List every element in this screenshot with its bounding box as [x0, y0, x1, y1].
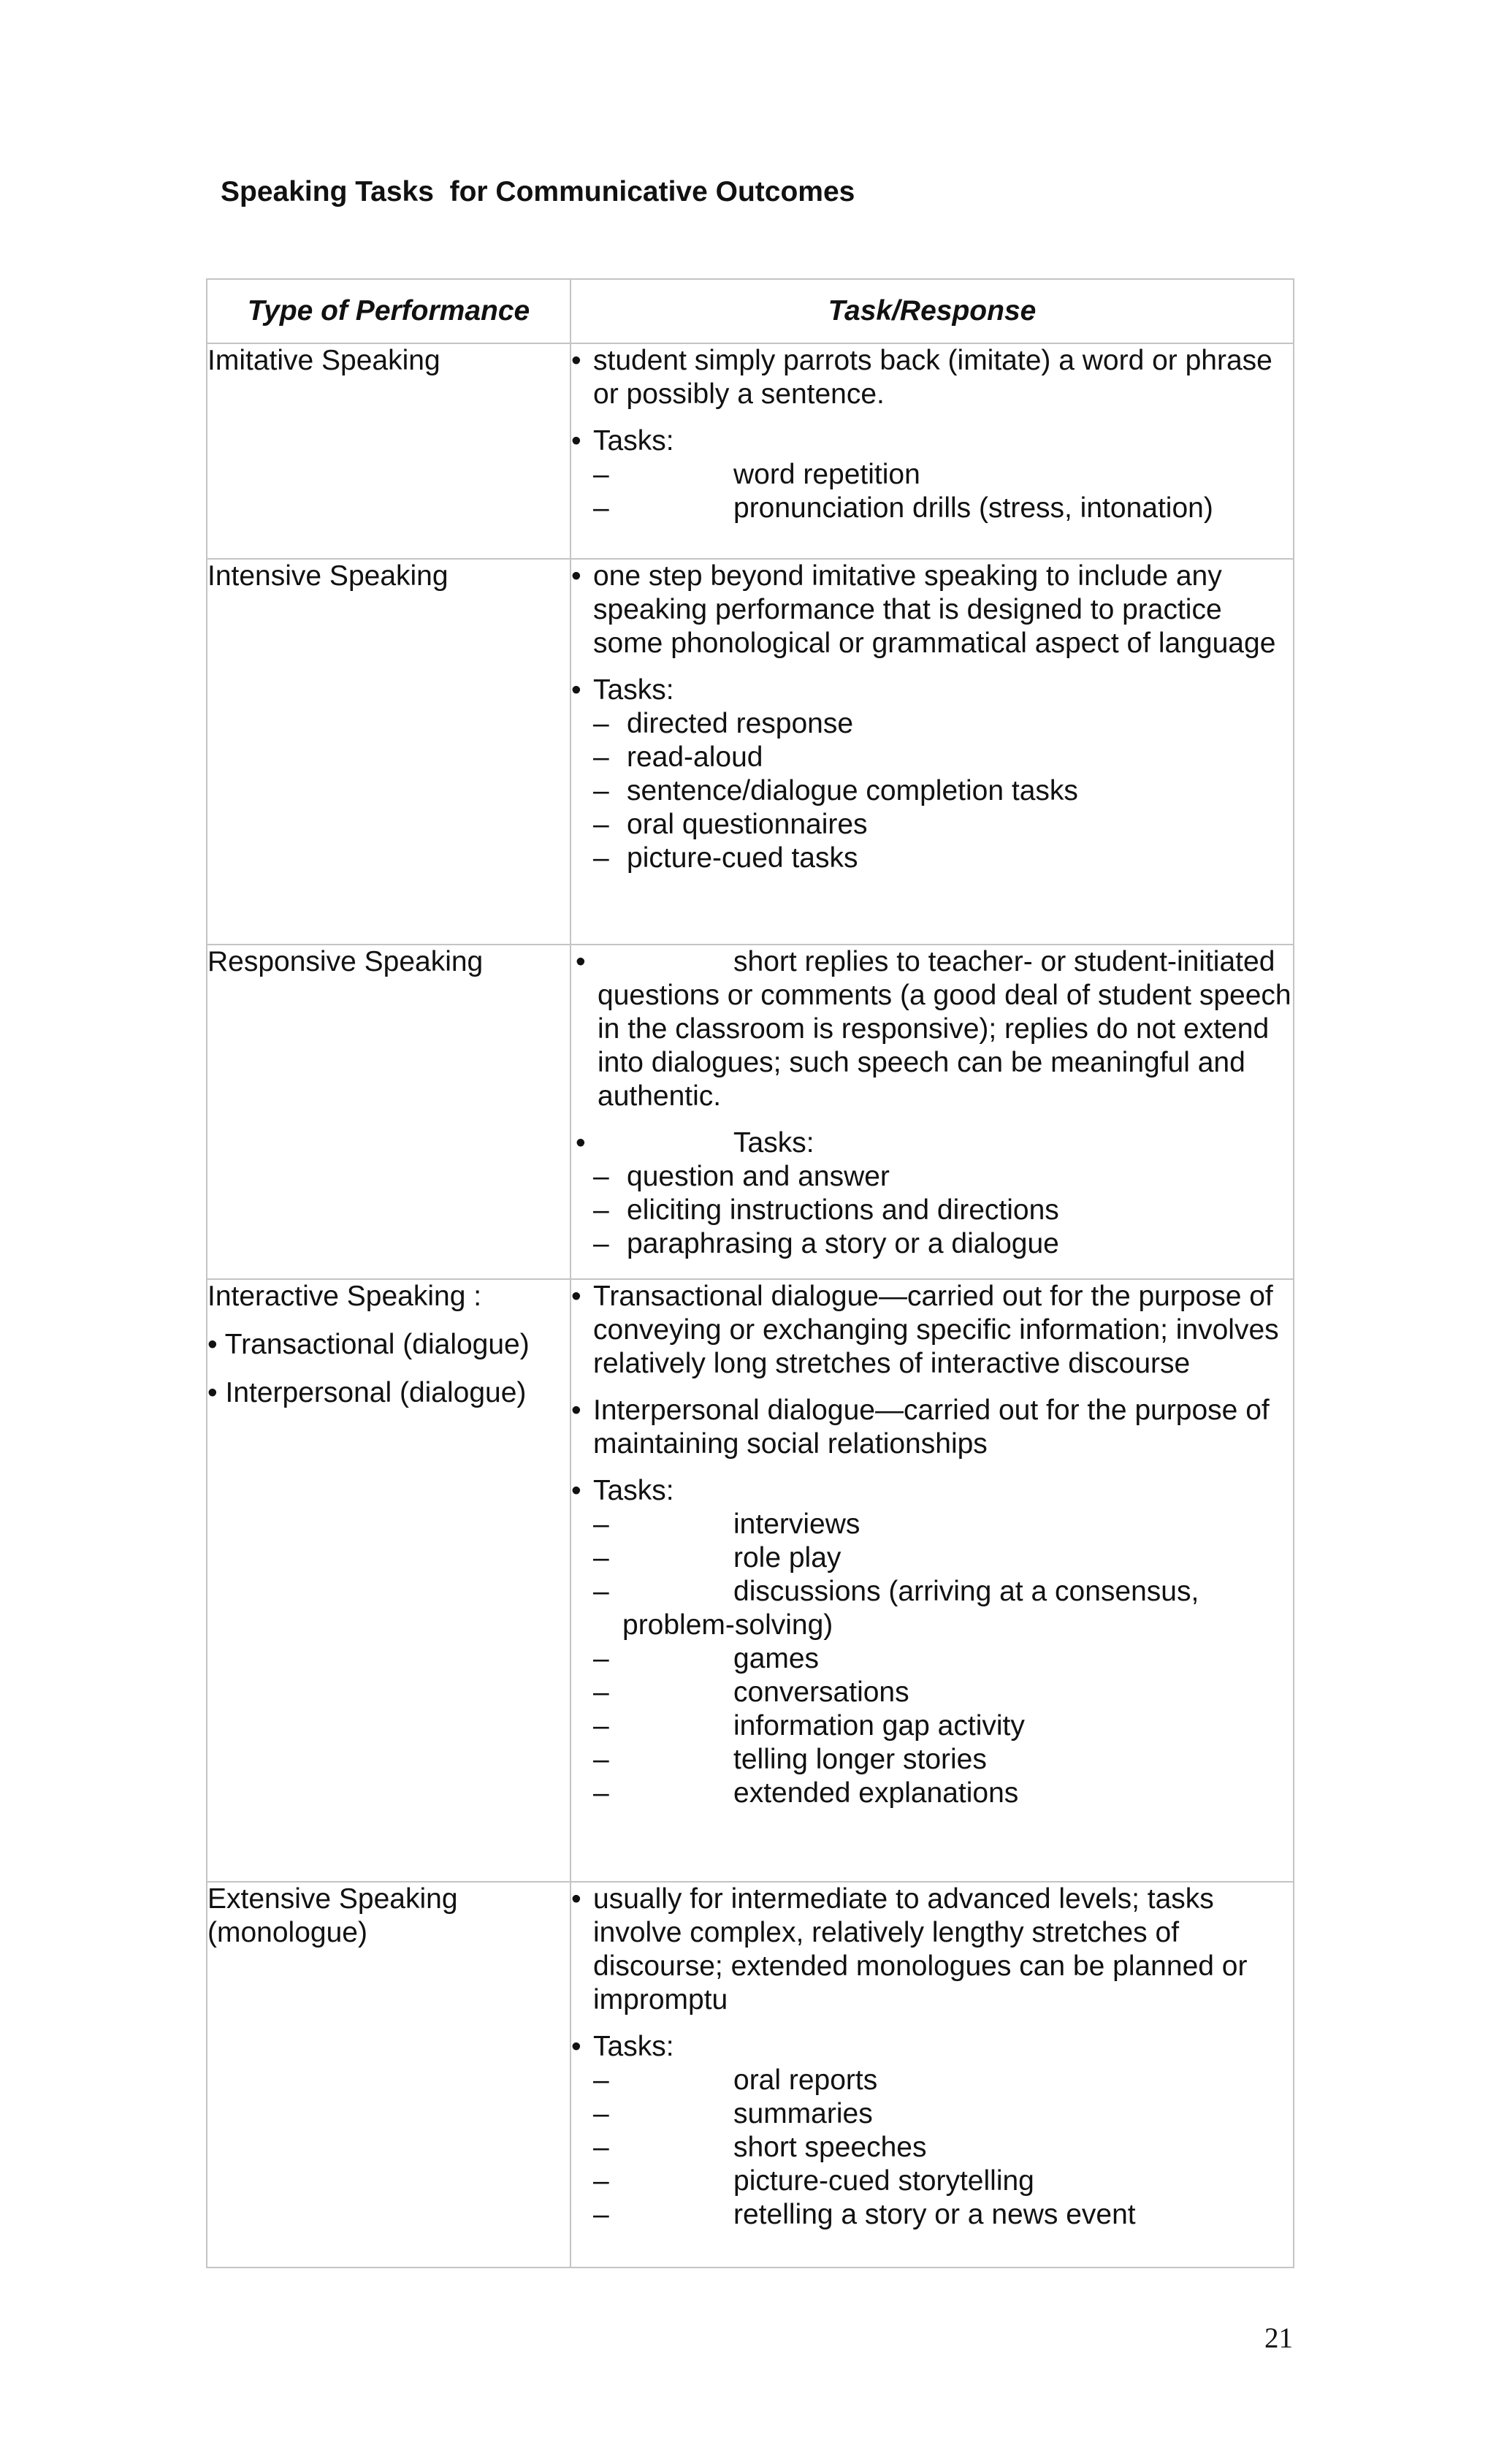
performance-cell — [207, 945, 570, 1279]
description-bullet — [571, 1280, 1293, 1381]
dash-glyph: – — [593, 1677, 609, 1708]
dash-glyph: – — [593, 775, 609, 806]
dash-glyph: – — [593, 809, 609, 840]
response-cell — [570, 343, 1294, 559]
bullet-glyph: • — [571, 425, 581, 457]
table-row — [207, 559, 1294, 945]
performance-cell — [207, 343, 570, 559]
dash-glyph: – — [593, 1710, 609, 1742]
list-item — [571, 1777, 1293, 1810]
task-list — [571, 707, 1293, 875]
bullet-glyph: • — [571, 560, 581, 592]
description-text: Transactional dialogue—carried out for the purpose of conveying or exchanging specific information; involves relatively long stretches of interactive discourse — [593, 1281, 1279, 1379]
list-item — [571, 2064, 1293, 2097]
performance-cell — [207, 1279, 570, 1882]
task-text: paraphrasing a story or a dialogue — [627, 1228, 1059, 1259]
dash-glyph: – — [593, 1643, 609, 1674]
tasks-label: Tasks: — [733, 1127, 814, 1159]
bullet-glyph: • — [571, 2031, 581, 2062]
list-item — [571, 1676, 1293, 1709]
list-item — [571, 2097, 1293, 2131]
table-row — [207, 343, 1294, 559]
list-item — [571, 707, 1293, 741]
list-item — [571, 1194, 1293, 1227]
performance-cell — [207, 559, 570, 945]
dash-glyph: – — [593, 2064, 609, 2096]
task-text: directed response — [627, 708, 854, 739]
task-text: games — [733, 1643, 820, 1674]
speaking-tasks-table — [206, 278, 1294, 2268]
dash-glyph: – — [593, 741, 609, 773]
dash-glyph: – — [593, 1744, 609, 1775]
task-text: word repetition — [733, 459, 920, 490]
list-item — [571, 1227, 1293, 1261]
list-item — [571, 2131, 1293, 2164]
dash-glyph: – — [593, 2199, 609, 2230]
task-text: read-aloud — [627, 741, 763, 773]
performance-type: Interactive Speaking : — [207, 1281, 482, 1312]
bullet-glyph: • — [571, 345, 581, 376]
description-bullet — [571, 1883, 1293, 2017]
tasks-label: Tasks: — [593, 1475, 674, 1506]
column-header-performance: Type of Performance — [207, 279, 570, 343]
task-text: eliciting instructions and directions — [627, 1194, 1059, 1226]
list-item — [571, 1160, 1293, 1194]
bullet-glyph: • — [571, 674, 581, 706]
dash-glyph: – — [593, 842, 609, 874]
dash-glyph: – — [593, 1777, 609, 1809]
task-text: conversations — [733, 1677, 909, 1708]
task-text: pronunciation drills (stress, intonation) — [733, 492, 1213, 524]
task-text: picture-cued storytelling — [733, 2165, 1034, 2197]
table-row — [207, 1279, 1294, 1882]
list-item — [571, 1743, 1293, 1777]
task-text: short speeches — [733, 2132, 927, 2163]
response-cell — [570, 1279, 1294, 1882]
list-item — [571, 1575, 1293, 1642]
dash-glyph: – — [593, 708, 609, 739]
list-item — [571, 458, 1293, 492]
table-row — [207, 1882, 1294, 2267]
list-item — [571, 774, 1293, 808]
performance-subtype: • Transactional (dialogue) — [207, 1329, 530, 1360]
page-number: 21 — [1264, 2322, 1293, 2354]
dash-glyph: – — [593, 1542, 609, 1574]
description-text: short replies to teacher- or student-initiated questions or comments (a good deal of student speech in the classroom is responsive); replies do not extend into dialogues; such speech can be meaningful and authentic. — [598, 946, 1291, 1112]
tasks-bullet — [571, 424, 1293, 458]
description-bullet — [571, 344, 1293, 411]
bullet-glyph: • — [576, 946, 586, 977]
performance-type: Imitative Speaking — [207, 345, 440, 376]
bullet-glyph: • — [571, 1395, 581, 1426]
column-header-task-response: Task/Response — [570, 279, 1294, 343]
dash-glyph: – — [593, 2165, 609, 2197]
description-bullet — [571, 945, 1293, 1113]
dash-glyph: – — [593, 1228, 609, 1259]
dash-glyph: – — [593, 1508, 609, 1540]
task-text: information gap activity — [733, 1710, 1025, 1742]
description-bullet — [571, 1394, 1293, 1461]
tasks-bullet — [571, 2030, 1293, 2064]
bullet-glyph: • — [571, 1883, 581, 1915]
dash-glyph: – — [593, 459, 609, 490]
task-text: sentence/dialogue completion tasks — [627, 775, 1078, 806]
tasks-label: Tasks: — [593, 2031, 674, 2062]
task-text: question and answer — [627, 1161, 890, 1192]
list-item — [571, 1709, 1293, 1743]
task-list — [571, 1508, 1293, 1810]
performance-type: Extensive Speaking (monologue) — [207, 1883, 458, 1948]
list-item — [571, 842, 1293, 875]
description-text: usually for intermediate to advanced levels; tasks involve complex, relatively lengthy stretches of discourse; extended monologues can be planned or impromptu — [593, 1883, 1248, 2015]
dash-glyph: – — [593, 2098, 609, 2129]
page-title: Speaking Tasks for Communicative Outcomes — [221, 176, 855, 207]
task-text: role play — [733, 1542, 842, 1574]
dash-glyph: – — [593, 2132, 609, 2163]
bullet-glyph: • — [576, 1127, 586, 1159]
list-item — [571, 492, 1293, 525]
task-text-continuation: problem-solving) — [622, 1609, 833, 1641]
tasks-label: Tasks: — [593, 674, 674, 706]
performance-subtype: • Interpersonal (dialogue) — [207, 1377, 527, 1408]
task-text: oral questionnaires — [627, 809, 868, 840]
task-text: oral reports — [733, 2064, 878, 2096]
tasks-bullet — [571, 674, 1293, 707]
dash-glyph: – — [593, 492, 609, 524]
performance-type: Responsive Speaking — [207, 946, 484, 977]
task-list — [571, 1160, 1293, 1261]
table-header-row — [207, 279, 1294, 343]
performance-cell — [207, 1882, 570, 2267]
task-list — [571, 2064, 1293, 2232]
task-text: picture-cued tasks — [627, 842, 858, 874]
tasks-label: Tasks: — [593, 425, 674, 457]
table-row — [207, 945, 1294, 1279]
dash-glyph: – — [593, 1576, 609, 1607]
task-text: telling longer stories — [733, 1744, 987, 1775]
list-item — [571, 808, 1293, 842]
response-cell — [570, 945, 1294, 1279]
list-item — [571, 741, 1293, 774]
response-cell — [570, 559, 1294, 945]
tasks-bullet — [571, 1126, 1293, 1160]
list-item — [571, 2198, 1293, 2232]
description-text: student simply parrots back (imitate) a word or phrase or possibly a sentence. — [593, 345, 1272, 410]
list-item — [571, 2164, 1293, 2198]
task-text: interviews — [733, 1508, 860, 1540]
task-list — [571, 458, 1293, 525]
list-item — [571, 1508, 1293, 1541]
bullet-glyph: • — [571, 1475, 581, 1506]
description-bullet — [571, 560, 1293, 660]
description-text: Interpersonal dialogue—carried out for the purpose of maintaining social relationships — [593, 1395, 1270, 1460]
list-item — [571, 1541, 1293, 1575]
list-item — [571, 1642, 1293, 1676]
performance-type: Intensive Speaking — [207, 560, 449, 592]
dash-glyph: – — [593, 1194, 609, 1226]
tasks-bullet — [571, 1474, 1293, 1508]
task-text: extended explanations — [733, 1777, 1019, 1809]
description-text: one step beyond imitative speaking to include any speaking performance that is designed to practice some phonological or grammatical aspect of language — [593, 560, 1276, 659]
task-text: discussions (arriving at a consensus, — [733, 1576, 1199, 1607]
task-text: summaries — [733, 2098, 873, 2129]
dash-glyph: – — [593, 1161, 609, 1192]
bullet-glyph: • — [571, 1281, 581, 1312]
task-text: retelling a story or a news event — [733, 2199, 1136, 2230]
response-cell — [570, 1882, 1294, 2267]
